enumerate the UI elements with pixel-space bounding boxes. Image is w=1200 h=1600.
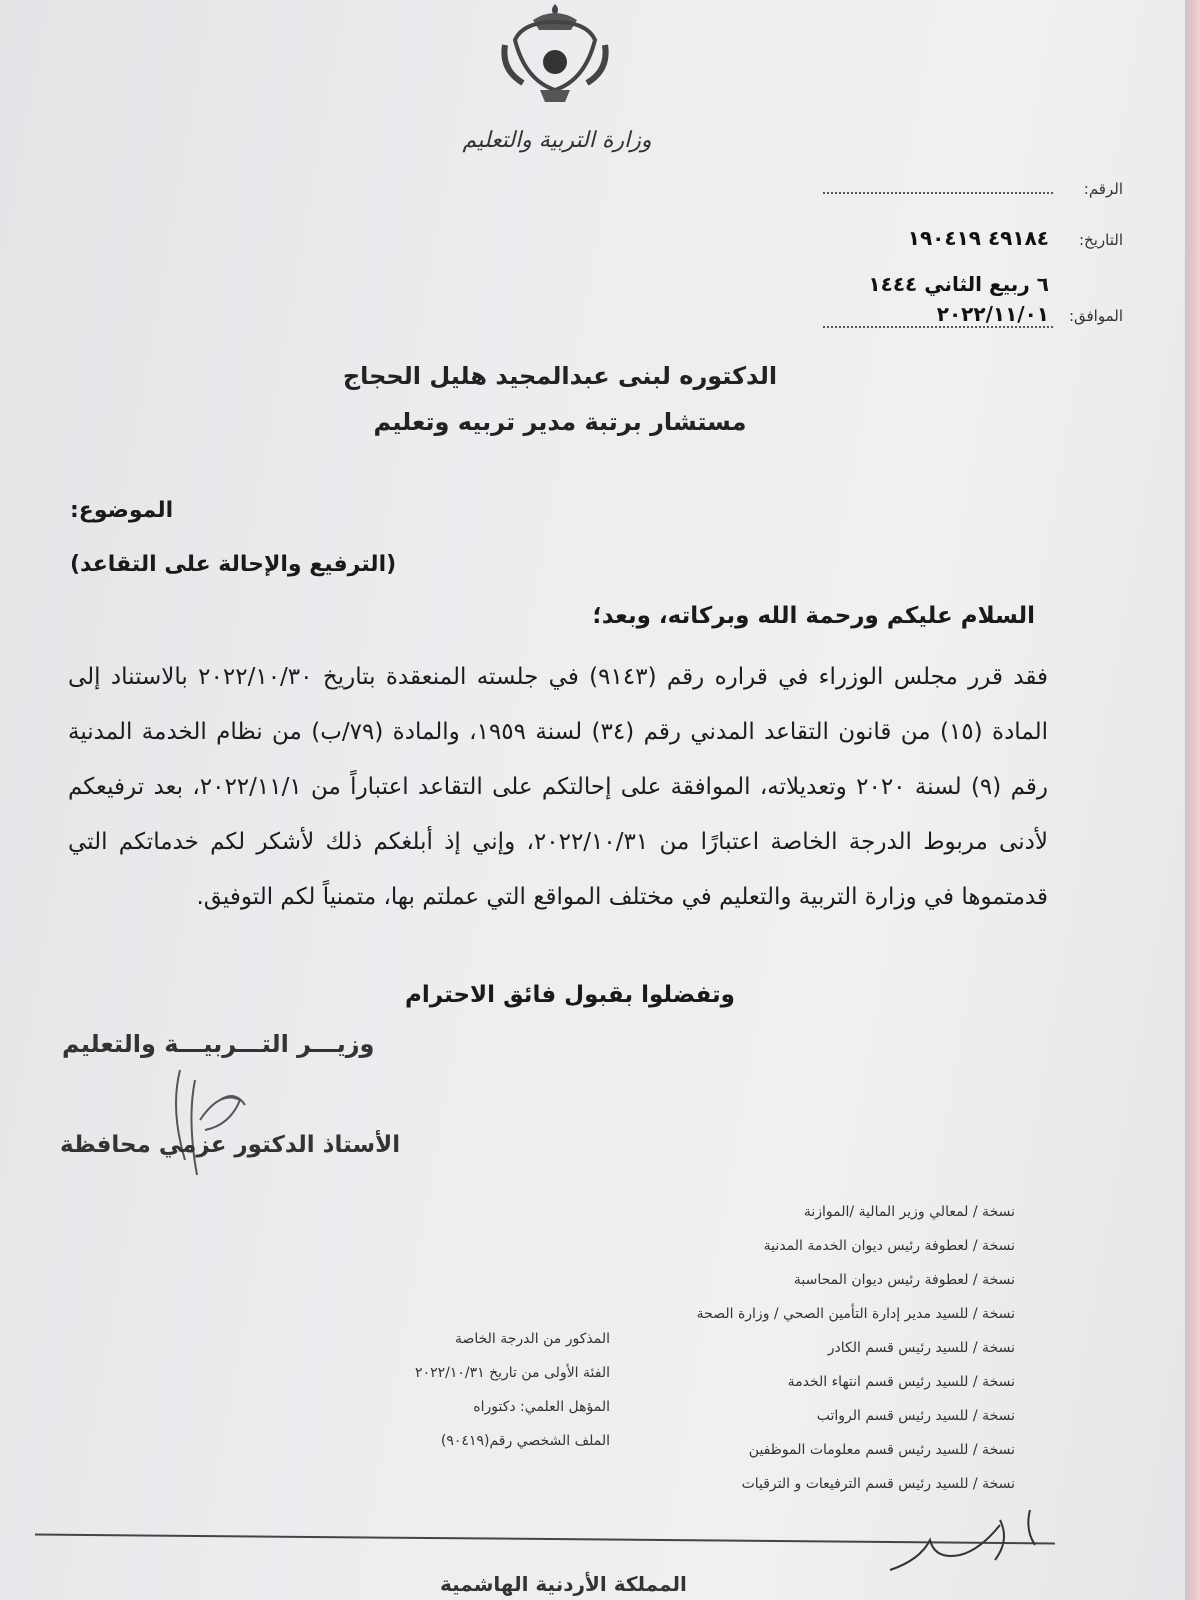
reference-hijri-row (823, 272, 1123, 302)
background-edge (1185, 0, 1200, 1600)
ministry-name-logo: وزارة التربية والتعليم (462, 128, 652, 153)
crown-emblem-icon (495, 0, 615, 110)
reference-hijri-value: ٦ ربيع الثاني ١٤٤٤ (868, 272, 1049, 296)
reference-number-value (823, 192, 1053, 194)
addressee-title: مستشار برتبة مدير تربيه وتعليم (373, 408, 747, 436)
note-item: الملف الشخصي رقم(٩٠٤١٩) (440, 1433, 610, 1449)
reference-block (823, 180, 1123, 348)
copy-item: نسخة / للسيد رئيس قسم الرواتب (816, 1408, 1015, 1424)
copy-item: نسخة / للسيد رئيس قسم الترفيعات و الترقيات (741, 1476, 1015, 1492)
note-item: المذكور من الدرجة الخاصة (454, 1331, 610, 1347)
reference-corresponding-row (823, 302, 1123, 348)
initials-mark-icon (880, 1500, 1060, 1590)
copy-item: نسخة / للسيد مدير إدارة التأمين الصحي / وزارة الصحة (696, 1306, 1015, 1322)
copy-item: نسخة / لعطوفة رئيس ديوان المحاسبة (793, 1272, 1015, 1288)
subject-text: (الترفيع والإحالة على التقاعد) (70, 552, 397, 577)
copy-item: نسخة / لعطوفة رئيس ديوان الخدمة المدنية (763, 1238, 1015, 1254)
addressee-name: الدكتوره لبنى عبدالمجيد هليل الحجاج (342, 362, 778, 390)
copy-item: نسخة / لمعالي وزير المالية /الموازنة (803, 1204, 1015, 1220)
reference-number-label: الرقم: (1083, 180, 1123, 198)
notes-block (360, 1322, 610, 1458)
letter-body: فقد قرر مجلس الوزراء في قراره رقم (٩١٤٣) في جلسته المنعقدة بتاريخ ٢٠٢٢/١٠/٣٠ بالاستناد إلى المادة (١٥) من قانون التقاعد المدني رقم (٣٤) لسنة ١٩٥٩، والمادة (٧٩/ب) من نظام الخدمة المدنية رقم (٩) لسنة ٢٠٢٠ وتعديلاته، الموافقة على إحالتكم على التقاعد اعتباراً من ٢٠٢٢/١١/١، بعد ترفيعكم لأدنى مربوط الدرجة الخاصة اعتبارًا من ٢٠٢٢/١٠/٣١، وإني إذ أبلغكم ذلك لأشكر لكم خدماتكم التي قدمتموها في وزارة التربية والتعليم في مختلف المواقع التي عملتم بها، متمنياً لكم التوفيق. (68, 664, 1049, 910)
addressee-block (260, 362, 860, 454)
closing-phrase: وتفضلوا بقبول فائق الاحترام (405, 982, 735, 1008)
subject-label: الموضوع: (70, 498, 174, 523)
reference-corresponding-value: ٢٠٢٢/١١/٠١ (823, 302, 1053, 328)
footer-country-name: المملكة الأردنية الهاشمية (440, 1572, 687, 1596)
reference-date-row (823, 226, 1123, 272)
reference-date-label: التاريخ: (1079, 231, 1123, 249)
greeting: السلام عليكم ورحمة الله وبركاته، وبعد؛ (592, 603, 1035, 629)
signatory-title: وزيـــر التـــربيـــة والتعليم (62, 1030, 375, 1058)
copy-item: نسخة / للسيد رئيس قسم الكادر (827, 1340, 1015, 1356)
copy-item: نسخة / للسيد رئيس قسم انتهاء الخدمة (787, 1374, 1015, 1390)
reference-corresponding-label: الموافق: (1068, 307, 1123, 325)
note-item: الفئة الأولى من تاريخ ٢٠٢٢/١٠/٣١ (415, 1365, 610, 1381)
reference-number-row (823, 180, 1123, 226)
reference-date-value: ٤٩١٨٤ ١٩٠٤١٩ (907, 226, 1049, 250)
copy-item: نسخة / للسيد رئيس قسم معلومات الموظفين (748, 1442, 1015, 1458)
note-item: المؤهل العلمي: دكتوراه (473, 1399, 610, 1415)
signature-mark-icon (150, 1060, 270, 1190)
signatory-name: الأستاذ الدكتور عزمي محافظة (60, 1132, 401, 1158)
